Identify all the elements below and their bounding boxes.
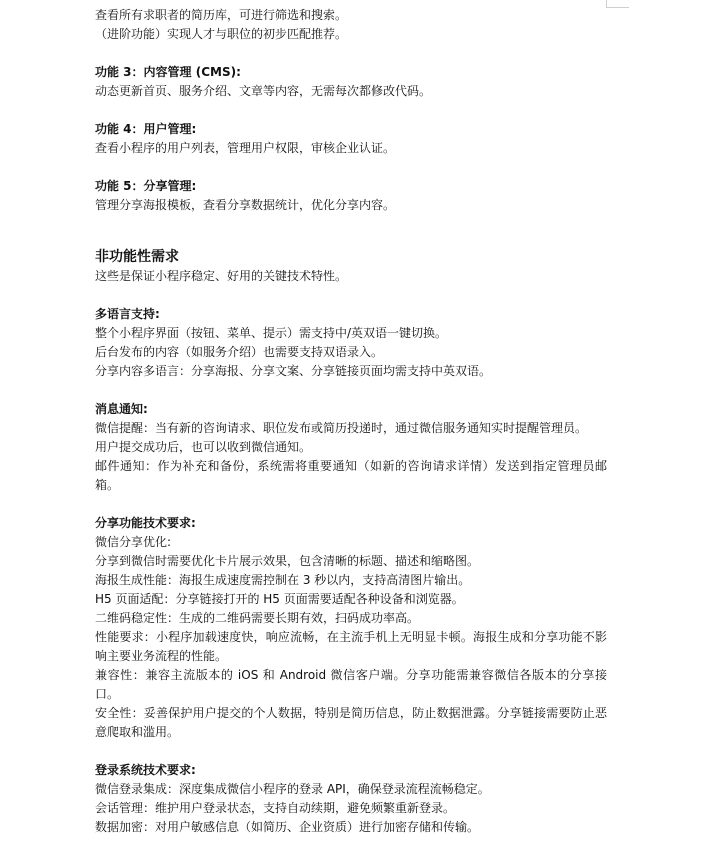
login-tech-item: 微信登录集成：深度集成微信小程序的登录 API，确保登录流程流畅稳定。 <box>95 782 490 796</box>
multilang-item: 后台发布的内容（如服务介绍）也需要支持双语录入。 <box>95 345 384 359</box>
login-tech-item: 数据加密：对用户敏感信息（如简历、企业资质）进行加密存储和传输。 <box>95 820 480 834</box>
multilang-item: 分享内容多语言：分享海报、分享文案、分享链接页面均需支持中英双语。 <box>95 364 492 378</box>
feature-5-title: 功能 5：分享管理: <box>95 179 197 193</box>
feature-4-title: 功能 4：用户管理: <box>95 122 197 136</box>
share-tech-item: 兼容性：兼容主流版本的 iOS 和 Android 微信客户端。分享功能需兼容微信各版本的分享接口。 <box>95 668 607 701</box>
resume-library-line: 查看所有求职者的简历库，可进行筛选和搜索。 <box>95 8 348 22</box>
talent-match-line: （进阶功能）实现人才与职位的初步匹配推荐。 <box>95 27 348 41</box>
share-tech-item: 二维码稳定性：生成的二维码需要长期有效，扫码成功率高。 <box>95 611 420 625</box>
share-tech-item: H5 页面适配：分享链接打开的 H5 页面需要适配各种设备和浏览器。 <box>95 592 464 606</box>
notify-item: 邮件通知：作为补充和备份，系统需将重要通知（如新的咨询请求详情）发送到指定管理员邮箱。 <box>95 459 607 492</box>
nonfunctional-heading: 非功能性需求 <box>95 249 179 265</box>
document-body <box>95 6 615 837</box>
multilang-item: 整个小程序界面（按钮、菜单、提示）需支持中/英双语一键切换。 <box>95 326 448 340</box>
multilang-title: 多语言支持: <box>95 307 160 321</box>
share-tech-item: 安全性：妥善保护用户提交的个人数据，特别是简历信息，防止数据泄露。分享链接需要防止恶意爬取和滥用。 <box>95 706 607 739</box>
feature-5-desc: 管理分享海报模板，查看分享数据统计，优化分享内容。 <box>95 198 396 212</box>
login-tech-item: 会话管理：维护用户登录状态，支持自动续期，避免频繁重新登录。 <box>95 801 456 815</box>
feature-3-title: 功能 3：内容管理 (CMS): <box>95 65 241 79</box>
feature-3-desc: 动态更新首页、服务介绍、文章等内容，无需每次都修改代码。 <box>95 84 432 98</box>
login-tech-title: 登录系统技术要求: <box>95 763 196 777</box>
notify-title: 消息通知: <box>95 402 148 416</box>
share-tech-item: 分享到微信时需要优化卡片展示效果，包含清晰的标题、描述和缩略图。 <box>95 554 480 568</box>
notify-item: 微信提醒：当有新的咨询请求、职位发布或简历投递时，通过微信服务通知实时提醒管理员。 <box>95 421 588 435</box>
share-tech-item: 海报生成性能：海报生成速度需控制在 3 秒以内，支持高清图片输出。 <box>95 573 471 587</box>
feature-4-desc: 查看小程序的用户列表，管理用户权限，审核企业认证。 <box>95 141 396 155</box>
share-tech-item: 性能要求：小程序加载速度快，响应流畅，在主流手机上无明显卡顿。海报生成和分享功能不影响主要业务流程的性能。 <box>95 630 607 663</box>
share-tech-title: 分享功能技术要求: <box>95 516 196 530</box>
notify-item: 用户提交成功后，也可以收到微信通知。 <box>95 440 312 454</box>
nonfunctional-intro: 这些是保证小程序稳定、好用的关键技术特性。 <box>95 269 348 283</box>
share-tech-item: 微信分享优化: <box>95 535 172 549</box>
